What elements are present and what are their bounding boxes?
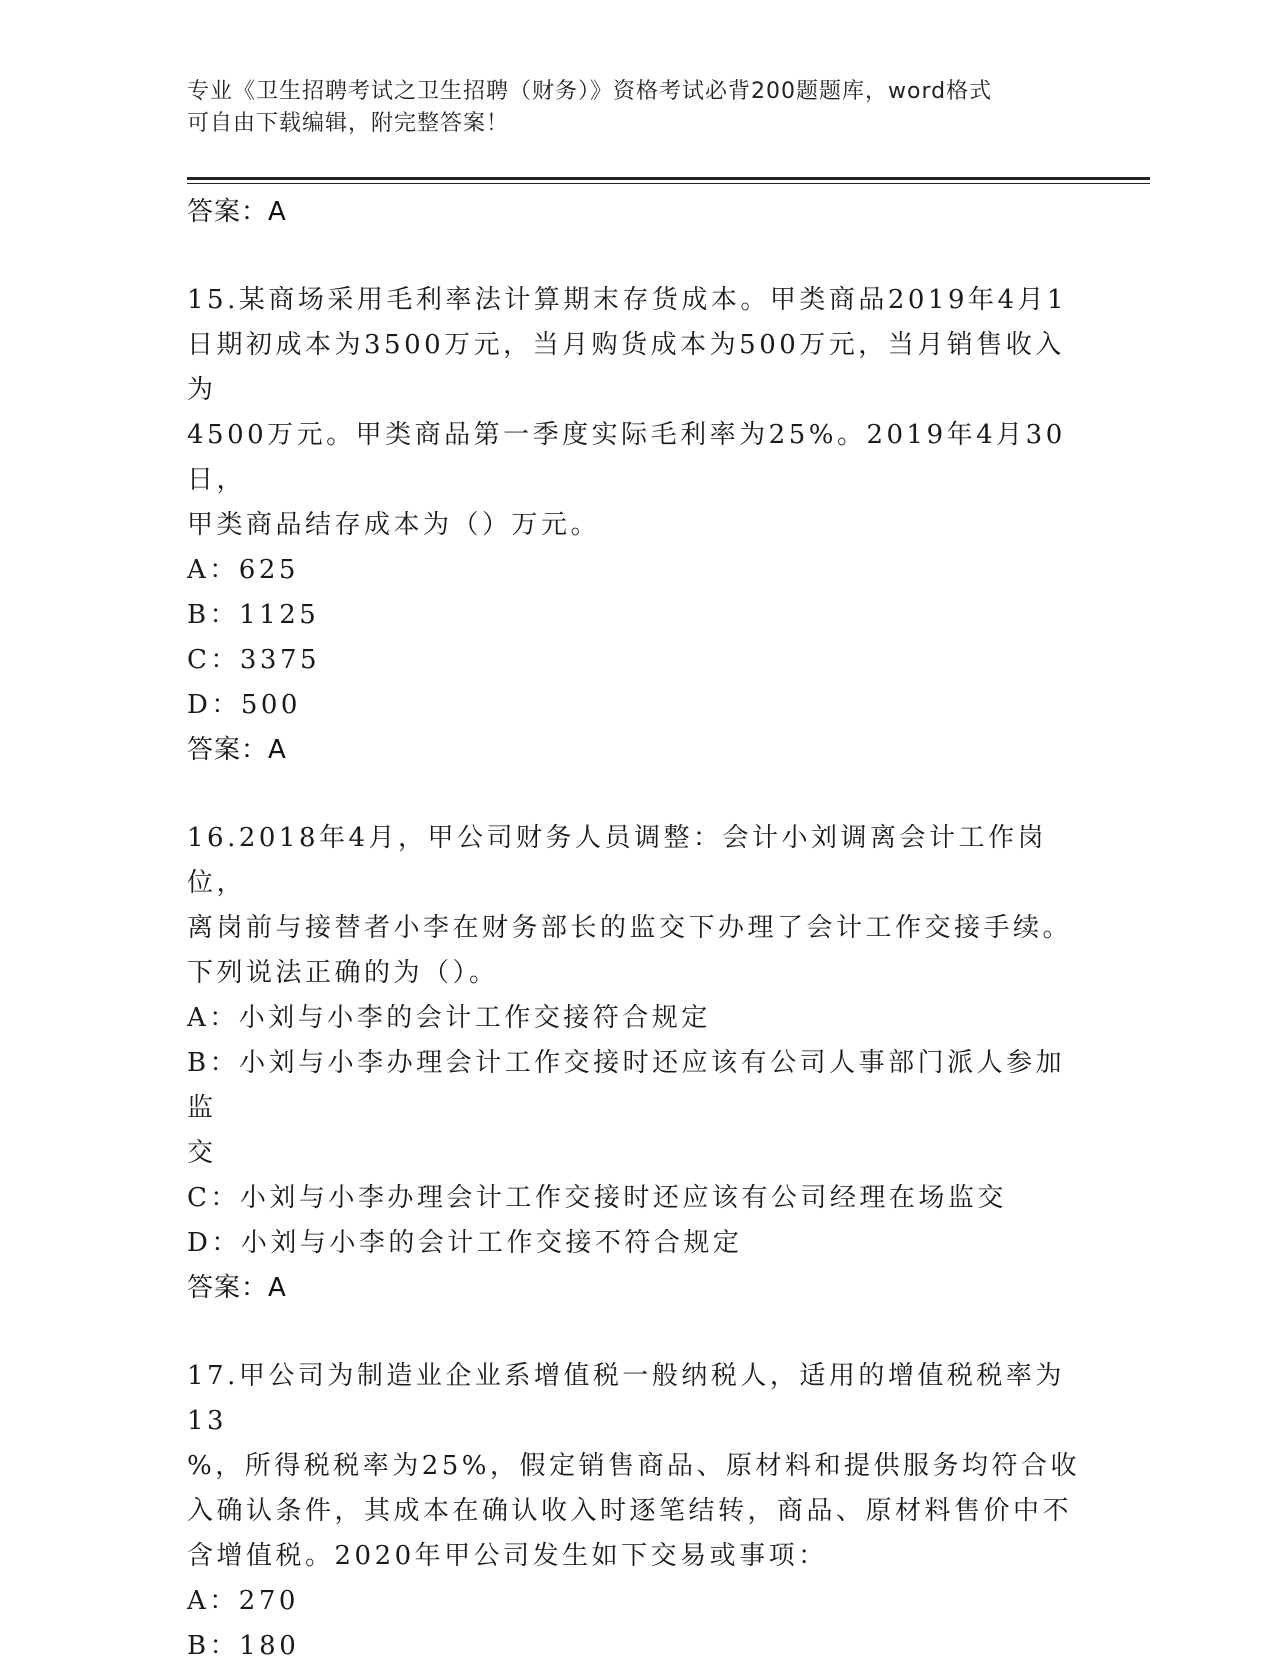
question-line: 含增值税。2020年甲公司发生如下交易或事项： (187, 1541, 828, 1571)
option-a: A：625 (187, 555, 299, 585)
question-15 (187, 278, 1087, 772)
question-line: 16.2018年4月，甲公司财务人员调整：会计小刘调离会计工作岗位， (187, 823, 1048, 898)
question-line: 离岗前与接替者小李在财务部长的监交下办理了会计工作交接手续。 (187, 913, 1073, 943)
option-b: B：1125 (187, 600, 320, 630)
document-body (187, 190, 1087, 1669)
question-line: 17.甲公司为制造业企业系增值税一般纳税人，适用的增值税税率为13 (187, 1361, 1065, 1436)
option-c: C：3375 (187, 645, 321, 675)
option-b-continued: 交 (187, 1138, 217, 1168)
header-line-2: 可自由下载编辑，附完整答案！ (187, 111, 510, 136)
question-line: 15.某商场采用毛利率法计算期末存货成本。甲类商品2019年4月1 (187, 285, 1068, 315)
question-line: 甲类商品结存成本为（）万元。 (187, 510, 601, 540)
header-line-1: 专业《卫生招聘考试之卫生招聘（财务）》资格考试必背200题题库，word格式 (187, 79, 993, 104)
option-a: A：小刘与小李的会计工作交接符合规定 (187, 1003, 711, 1033)
question-text (187, 816, 1087, 996)
question-16 (187, 816, 1087, 1310)
question-17 (187, 1354, 1087, 1669)
question-line: %，所得税税率为25%，假定销售商品、原材料和提供服务均符合收 (187, 1451, 1080, 1481)
previous-answer: 答案：A (187, 197, 287, 227)
answer: 答案：A (187, 735, 287, 765)
option-d: D：500 (187, 690, 301, 720)
question-line: 下列说法正确的为（）。 (187, 958, 499, 988)
question-line: 日期初成本为3500万元，当月购货成本为500万元，当月销售收入为 (187, 330, 1065, 405)
option-d: D：小刘与小李的会计工作交接不符合规定 (187, 1228, 743, 1258)
document-header (187, 76, 1067, 140)
header-rule-thin (187, 183, 1150, 184)
header-rule-thick (187, 177, 1150, 180)
option-b: B：小刘与小李办理会计工作交接时还应该有公司人事部门派人参加监 (187, 1048, 1066, 1123)
option-a: A：270 (187, 1586, 299, 1616)
question-line: 4500万元。甲类商品第一季度实际毛利率为25%。2019年4月30日， (187, 420, 1066, 495)
question-line: 入确认条件，其成本在确认收入时逐笔结转，商品、原材料售价中不 (187, 1496, 1073, 1526)
option-c: C：小刘与小李办理会计工作交接时还应该有公司经理在场监交 (187, 1183, 1007, 1213)
option-b: B：180 (187, 1631, 300, 1661)
question-text (187, 278, 1087, 548)
answer: 答案：A (187, 1273, 287, 1303)
question-text (187, 1354, 1087, 1579)
